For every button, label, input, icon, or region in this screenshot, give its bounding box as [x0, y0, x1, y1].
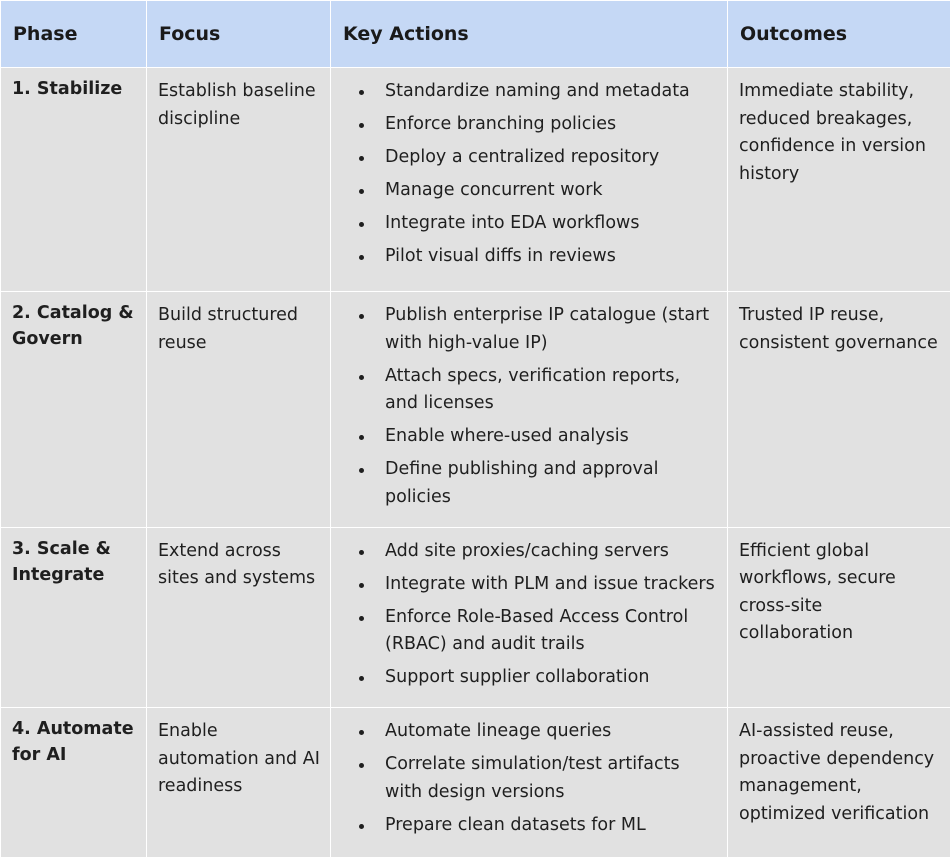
list-item: Manage concurrent work — [385, 177, 717, 205]
phase-cell: 4. Automate for AI — [1, 708, 147, 858]
header-focus: Focus — [147, 1, 331, 68]
header-outcomes: Outcomes — [728, 1, 950, 68]
actions-list — [341, 718, 717, 839]
actions-list — [341, 78, 717, 271]
list-item: Enforce Role-Based Access Control (RBAC) and audit trails — [385, 604, 717, 659]
focus-cell: Extend across sites and systems — [147, 527, 331, 708]
list-item: Define publishing and approval policies — [385, 456, 717, 511]
table-row — [1, 708, 950, 858]
actions-list — [341, 538, 717, 692]
list-item: Standardize naming and metadata — [385, 78, 717, 106]
focus-cell: Enable automation and AI readiness — [147, 708, 331, 858]
list-item: Add site proxies/caching servers — [385, 538, 717, 566]
list-item: Support supplier collaboration — [385, 664, 717, 692]
list-item: Prepare clean datasets for ML — [385, 812, 717, 840]
table-row — [1, 292, 950, 528]
list-item: Correlate simulation/test artifacts with design versions — [385, 751, 717, 806]
phase-cell: 1. Stabilize — [1, 68, 147, 292]
header-phase: Phase — [1, 1, 147, 68]
outcomes-cell: Trusted IP reuse, consistent governance — [728, 292, 950, 528]
table-row — [1, 527, 950, 708]
actions-cell — [331, 527, 728, 708]
phase-cell: 3. Scale & Integrate — [1, 527, 147, 708]
list-item: Publish enterprise IP catalogue (start with high-value IP) — [385, 302, 717, 357]
actions-cell — [331, 68, 728, 292]
list-item: Deploy a centralized repository — [385, 144, 717, 172]
list-item: Attach specs, verification reports, and licenses — [385, 363, 717, 418]
list-item: Integrate with PLM and issue trackers — [385, 571, 717, 599]
outcomes-cell: AI-assisted reuse, proactive dependency management, optimized verification — [728, 708, 950, 858]
actions-cell — [331, 292, 728, 528]
header-key-actions: Key Actions — [331, 1, 728, 68]
actions-list — [341, 302, 717, 511]
focus-cell: Build structured reuse — [147, 292, 331, 528]
header-row — [1, 1, 950, 68]
list-item: Pilot visual diffs in reviews — [385, 243, 717, 271]
list-item: Integrate into EDA workflows — [385, 210, 717, 238]
actions-cell — [331, 708, 728, 858]
focus-cell: Establish baseline discipline — [147, 68, 331, 292]
outcomes-cell: Efficient global workflows, secure cross-site collaboration — [728, 527, 950, 708]
phase-cell: 2. Catalog & Govern — [1, 292, 147, 528]
table-row — [1, 68, 950, 292]
outcomes-cell: Immediate stability, reduced breakages, confidence in version history — [728, 68, 950, 292]
list-item: Enable where-used analysis — [385, 423, 717, 451]
list-item: Automate lineage queries — [385, 718, 717, 746]
list-item: Enforce branching policies — [385, 111, 717, 139]
